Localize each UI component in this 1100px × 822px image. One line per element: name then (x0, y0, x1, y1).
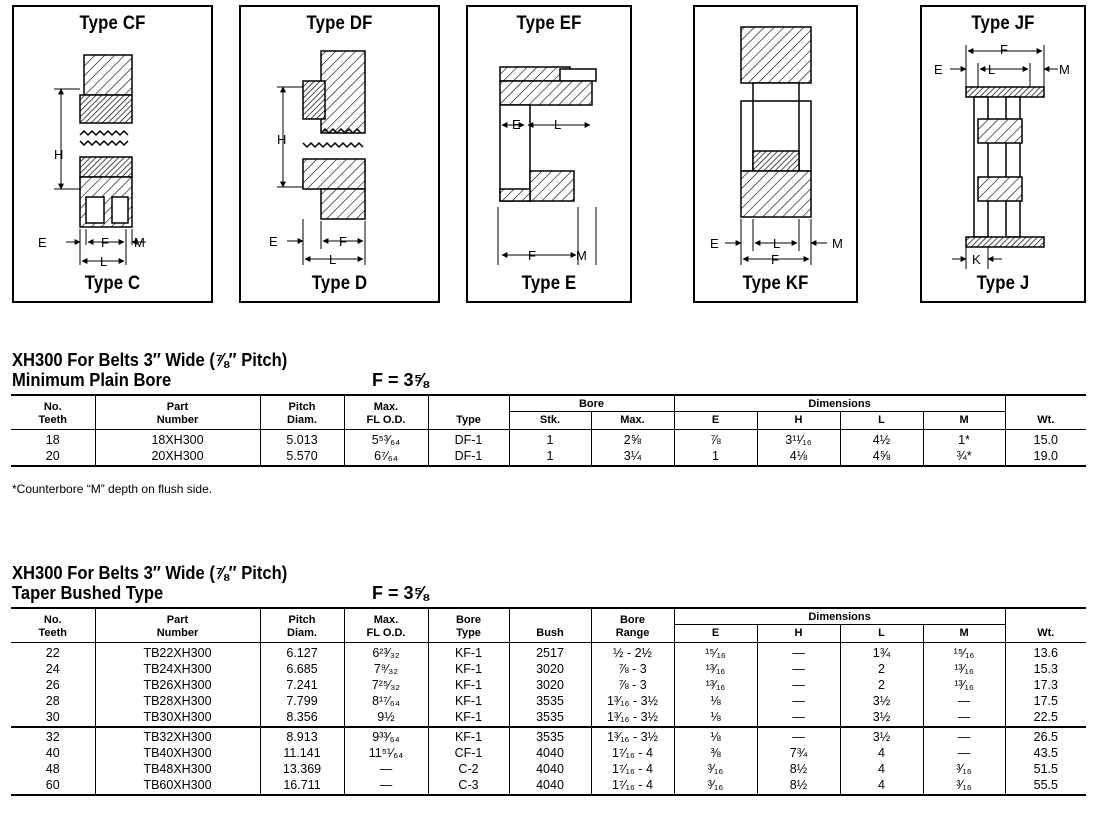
col-stk: Stk. (509, 412, 591, 430)
table-cell: 13.369 (260, 761, 344, 777)
table-cell: DF-1 (428, 448, 509, 466)
table-row (11, 777, 1086, 795)
type-e-drawing (468, 7, 630, 301)
table-cell: 8½ (757, 777, 840, 795)
table-cell: CF-1 (428, 745, 509, 761)
table-cell: — (923, 709, 1005, 727)
svg-text:E: E (934, 62, 943, 77)
table-row (11, 677, 1086, 693)
col-part-number: Part Number (95, 608, 260, 643)
table-cell: 22 (45, 646, 60, 660)
table-cell: TB60XH300 (95, 777, 260, 795)
table-cell: 1 (509, 430, 591, 449)
col-h: H (757, 412, 840, 430)
svg-text:E: E (512, 117, 521, 132)
taper-bushed-f-value: F = 3⅝ (372, 583, 429, 603)
col-max-fl-od: Max. FL O.D. (344, 608, 428, 643)
table-cell: KF-1 (428, 693, 509, 709)
table-cell: — (757, 677, 840, 693)
svg-text:E: E (710, 236, 719, 251)
table-cell: 4040 (509, 761, 591, 777)
diagram-top-title: Type DF (306, 13, 373, 34)
table-cell: TB26XH300 (95, 677, 260, 693)
table-cell: 3½ (840, 709, 923, 727)
table-cell: 3535 (509, 709, 591, 727)
col-bore-type: Bore Type (428, 608, 509, 643)
col-type: Type (428, 395, 509, 430)
table-cell: 18 (45, 433, 60, 447)
table-cell: ¾* (923, 448, 1005, 466)
table-cell: 7¾ (757, 745, 840, 761)
table-cell: 1⁷⁄₁₆ - 4 (591, 745, 674, 761)
table-cell: 2⅝ (591, 430, 674, 449)
table-cell: 26 (45, 678, 60, 692)
table-cell: — (344, 777, 428, 795)
col-wt: Wt. (1005, 608, 1086, 643)
col-part-number: Part Number (95, 395, 260, 430)
table-cell: 7.241 (260, 677, 344, 693)
table-cell: — (923, 693, 1005, 709)
table-cell: 26.5 (1005, 727, 1086, 745)
table-cell: 3½ (840, 693, 923, 709)
table-cell: 48 (45, 762, 60, 776)
table-cell: 3020 (509, 661, 591, 677)
table-cell: 24 (45, 662, 60, 676)
svg-text:M: M (576, 248, 587, 263)
table-cell: 4 (840, 777, 923, 795)
type-c-drawing (14, 7, 211, 301)
svg-text:K: K (972, 252, 981, 267)
table-cell: TB24XH300 (95, 661, 260, 677)
svg-text:L: L (773, 236, 781, 251)
table-cell: 5.013 (260, 430, 344, 449)
table-row (11, 430, 1086, 449)
table-cell: ³⁄₁₆ (674, 761, 757, 777)
svg-text:H: H (277, 132, 287, 147)
plain-bore-table (11, 394, 1086, 467)
table-cell: — (923, 727, 1005, 745)
dim-label-h: H (54, 147, 64, 162)
diagram-top-title: Type EF (516, 13, 582, 34)
table-cell: 1 (674, 448, 757, 466)
col-m: M (923, 412, 1005, 430)
svg-text:F: F (1000, 42, 1008, 57)
table-cell: — (344, 761, 428, 777)
table-cell: — (757, 709, 840, 727)
diagram-bottom-title: Type E (521, 273, 577, 294)
table-cell: 51.5 (1005, 761, 1086, 777)
table-cell: 5.570 (260, 448, 344, 466)
table-cell: 1 (509, 448, 591, 466)
table-cell: 4 (840, 761, 923, 777)
table-cell: 6²³⁄₃₂ (344, 643, 428, 662)
table-cell: TB28XH300 (95, 693, 260, 709)
table-cell: ⅛ (674, 727, 757, 745)
table-row (11, 661, 1086, 677)
table-row (11, 709, 1086, 727)
table-cell: 7⁹⁄₃₂ (344, 661, 428, 677)
table-cell: DF-1 (428, 430, 509, 449)
table-cell: ³⁄₁₆ (923, 777, 1005, 795)
table-cell: 20XH300 (95, 448, 260, 466)
table-row (11, 727, 1086, 745)
type-d-drawing (241, 7, 438, 301)
diagram-type-e (466, 5, 632, 303)
table-cell: 3535 (509, 727, 591, 745)
table-cell: 3535 (509, 693, 591, 709)
table-row (11, 761, 1086, 777)
table-cell: 15.0 (1005, 430, 1086, 449)
table-cell: 6.685 (260, 661, 344, 677)
table-cell: 18XH300 (95, 430, 260, 449)
col-bore-range: Bore Range (591, 608, 674, 643)
table-cell: 2517 (509, 643, 591, 662)
diagram-type-kf (693, 5, 858, 303)
table-cell: ¹³⁄₁₆ (923, 677, 1005, 693)
table-cell: ⅞ (674, 430, 757, 449)
table-cell: 6.127 (260, 643, 344, 662)
table-cell: 13.6 (1005, 643, 1086, 662)
table-cell: — (757, 727, 840, 745)
table-cell: 1* (923, 430, 1005, 449)
col-no-teeth: No. Teeth (38, 401, 68, 426)
table-cell: 22.5 (1005, 709, 1086, 727)
table-cell: KF-1 (428, 661, 509, 677)
col-l: L (840, 625, 923, 643)
col-pitch-diam: Pitch Diam. (260, 395, 344, 430)
table-cell: 4040 (509, 745, 591, 761)
table-cell: 15.3 (1005, 661, 1086, 677)
col-max-fl-od: Max. FL O.D. (344, 395, 428, 430)
table-cell: KF-1 (428, 709, 509, 727)
svg-text:M: M (1059, 62, 1070, 77)
table-cell: 7²⁵⁄₃₂ (344, 677, 428, 693)
table-cell: 4040 (509, 777, 591, 795)
taper-bushed-subtitle: Taper Bushed Type (12, 583, 164, 603)
table-cell: 17.3 (1005, 677, 1086, 693)
svg-text:L: L (100, 254, 108, 269)
table-cell: 11.141 (260, 745, 344, 761)
table-cell: 19.0 (1005, 448, 1086, 466)
taper-bushed-title: XH300 For Belts 3″ Wide (⅞″ Pitch) (12, 563, 288, 583)
table-row (11, 745, 1086, 761)
table-cell: ¹⁵⁄₁₆ (923, 643, 1005, 662)
table-cell: 4⅛ (757, 448, 840, 466)
svg-text:F: F (528, 248, 536, 263)
table-cell: KF-1 (428, 643, 509, 662)
table-cell: 9½ (344, 709, 428, 727)
table-cell: 55.5 (1005, 777, 1086, 795)
table-cell: 20 (45, 449, 60, 463)
table-cell: 8½ (757, 761, 840, 777)
table-cell: 4⅝ (840, 448, 923, 466)
table-cell: 60 (45, 778, 60, 792)
table-cell: 7.799 (260, 693, 344, 709)
svg-text:E: E (38, 235, 47, 250)
svg-text:F: F (101, 235, 109, 250)
table-cell: 3½ (840, 727, 923, 745)
svg-text:E: E (269, 234, 278, 249)
table-cell: ¹⁵⁄₁₆ (674, 643, 757, 662)
table-cell: ⅞ - 3 (591, 677, 674, 693)
table-cell: 8¹⁷⁄₆₄ (344, 693, 428, 709)
col-e: E (674, 412, 757, 430)
svg-text:M: M (832, 236, 843, 251)
diagram-bottom-title: Type J (976, 273, 1030, 294)
table-cell: TB22XH300 (95, 643, 260, 662)
table-cell: 5⁵³⁄₆₄ (344, 430, 428, 449)
diagram-top-title: Type JF (971, 13, 1035, 34)
table-cell: KF-1 (428, 727, 509, 745)
table-cell: 43.5 (1005, 745, 1086, 761)
table-cell: 1¾ (840, 643, 923, 662)
table-cell: 2 (840, 677, 923, 693)
table-row (11, 643, 1086, 662)
diagram-bottom-title: Type KF (742, 273, 809, 294)
table-cell: ½ - 2½ (591, 643, 674, 662)
table-cell: — (757, 661, 840, 677)
col-group-bore: Bore (509, 395, 674, 412)
col-l: L (840, 412, 923, 430)
table-cell: 2 (840, 661, 923, 677)
table-cell: KF-1 (428, 677, 509, 693)
table-cell: 28 (45, 694, 60, 708)
plain-bore-subtitle: Minimum Plain Bore (12, 370, 172, 390)
table-cell: C-2 (428, 761, 509, 777)
svg-text:F: F (339, 234, 347, 249)
table-cell: 9³³⁄₆₄ (344, 727, 428, 745)
table-cell: 17.5 (1005, 693, 1086, 709)
table-cell: 3¹¹⁄₁₆ (757, 430, 840, 449)
type-j-drawing (922, 7, 1084, 301)
table-cell: TB40XH300 (95, 745, 260, 761)
diagram-top-title: Type CF (79, 13, 146, 34)
col-m: M (923, 625, 1005, 643)
table-cell: — (757, 693, 840, 709)
table-cell: ³⁄₁₆ (674, 777, 757, 795)
table-row (11, 693, 1086, 709)
table-cell: 8.913 (260, 727, 344, 745)
table-cell: 6⁷⁄₆₄ (344, 448, 428, 466)
table-cell: 1⁷⁄₁₆ - 4 (591, 761, 674, 777)
table-cell: C-3 (428, 777, 509, 795)
col-no-teeth: No. Teeth (38, 614, 68, 639)
table-cell: ⅛ (674, 709, 757, 727)
table-cell: TB48XH300 (95, 761, 260, 777)
col-wt: Wt. (1005, 395, 1086, 430)
plain-bore-f-value: F = 3⅝ (372, 370, 429, 390)
svg-text:L: L (329, 252, 337, 267)
table-cell: ¹³⁄₁₆ (674, 661, 757, 677)
table-cell: ¹³⁄₁₆ (674, 677, 757, 693)
table-cell: 3¼ (591, 448, 674, 466)
table-cell: 1³⁄₁₆ - 3½ (591, 709, 674, 727)
taper-bushed-table (11, 607, 1086, 796)
table-cell: 1³⁄₁₆ - 3½ (591, 727, 674, 745)
col-e: E (674, 625, 757, 643)
col-pitch-diam: Pitch Diam. (260, 608, 344, 643)
diagram-bottom-title: Type D (311, 273, 368, 294)
table-cell: TB32XH300 (95, 727, 260, 745)
table-cell: 32 (11, 727, 95, 745)
table-cell: — (923, 745, 1005, 761)
col-h: H (757, 625, 840, 643)
svg-text:F: F (771, 252, 779, 267)
diagram-type-j (920, 5, 1086, 303)
table-cell: TB30XH300 (95, 709, 260, 727)
table-cell: ⅞ - 3 (591, 661, 674, 677)
col-group-dimensions: Dimensions (674, 395, 1005, 412)
diagram-type-c (12, 5, 213, 303)
table-cell: 3020 (509, 677, 591, 693)
svg-text:L: L (988, 62, 996, 77)
table-cell: — (757, 643, 840, 662)
diagram-bottom-title: Type C (84, 273, 141, 294)
svg-text:L: L (554, 117, 562, 132)
table-cell: ⅛ (674, 693, 757, 709)
col-bush: Bush (509, 608, 591, 643)
table-cell: 8.356 (260, 709, 344, 727)
col-group-dimensions: Dimensions (674, 608, 1005, 625)
table-row (11, 448, 1086, 466)
col-max: Max. (591, 412, 674, 430)
table-cell: 40 (45, 746, 60, 760)
table-cell: 30 (45, 710, 60, 724)
counterbore-note: *Counterbore “M” depth on flush side. (12, 482, 213, 496)
table-cell: ¹³⁄₁₆ (923, 661, 1005, 677)
table-cell: 1³⁄₁₆ - 3½ (591, 693, 674, 709)
table-cell: 11⁵¹⁄₆₄ (344, 745, 428, 761)
plain-bore-title: XH300 For Belts 3″ Wide (⅞″ Pitch) (12, 350, 288, 370)
table-cell: 16.711 (260, 777, 344, 795)
table-cell: ³⁄₁₆ (923, 761, 1005, 777)
table-cell: 4½ (840, 430, 923, 449)
table-cell: 4 (840, 745, 923, 761)
type-kf-drawing (695, 7, 856, 301)
table-cell: 1⁷⁄₁₆ - 4 (591, 777, 674, 795)
diagram-type-d (239, 5, 440, 303)
svg-text:M: M (134, 235, 145, 250)
table-cell: ⅜ (674, 745, 757, 761)
